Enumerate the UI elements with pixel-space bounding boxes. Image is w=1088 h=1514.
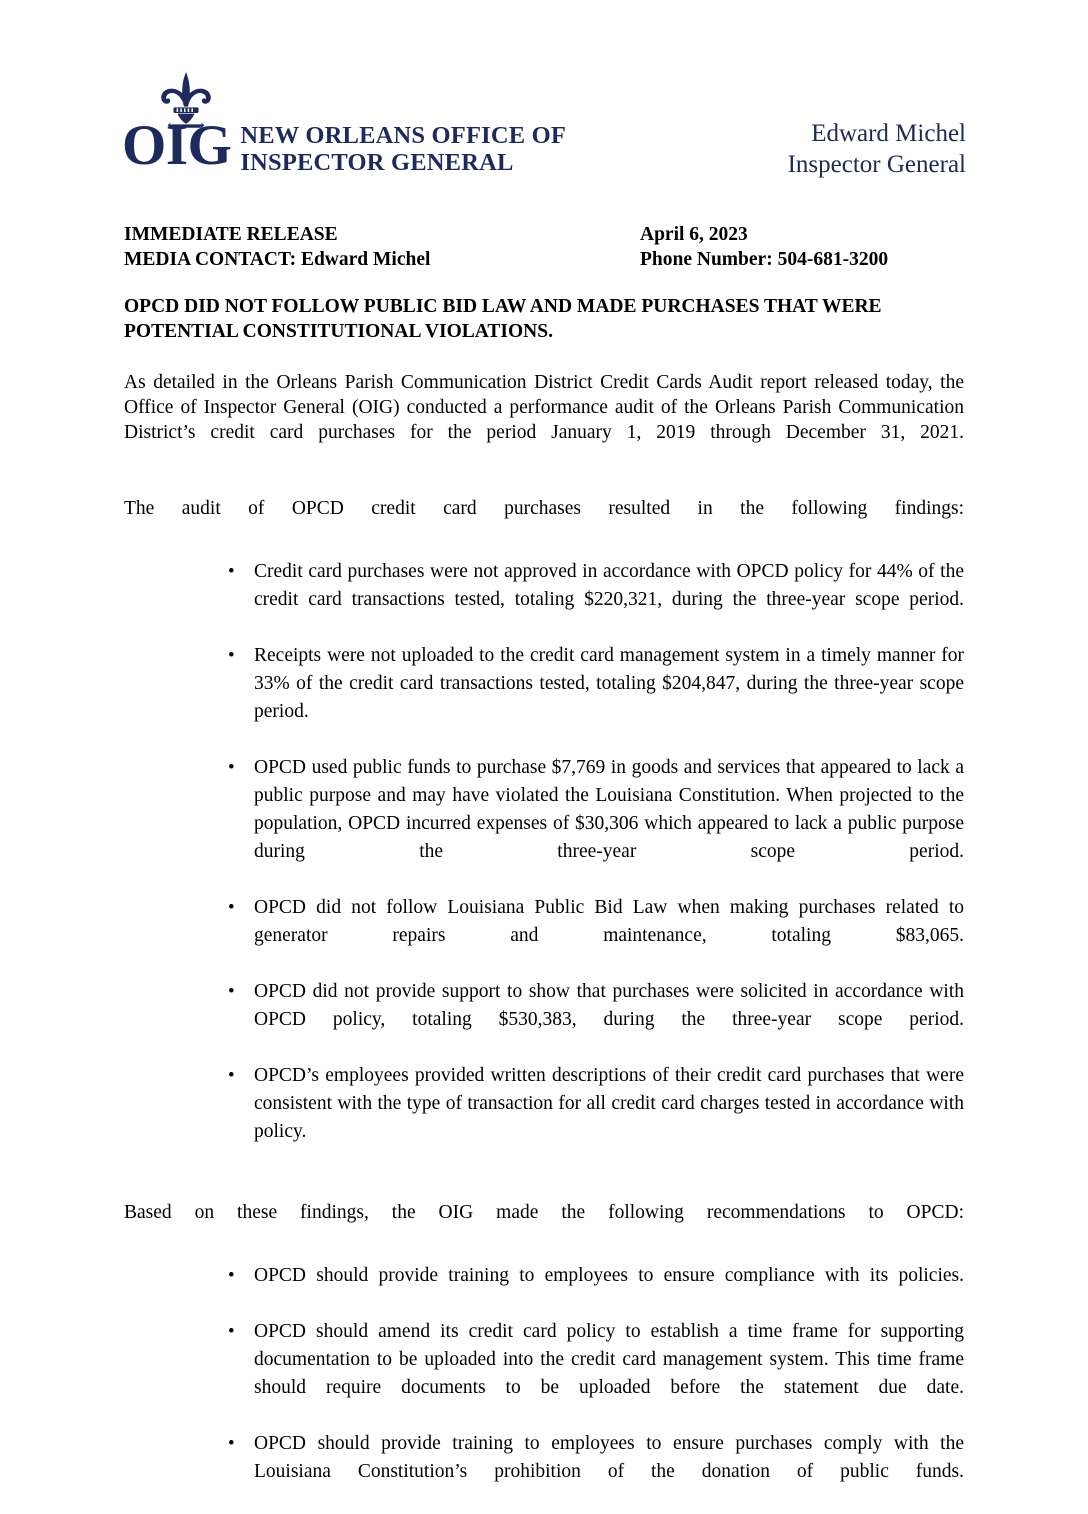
list-item <box>124 1262 964 1318</box>
list-item <box>124 1062 964 1174</box>
release-meta-row-2 <box>124 247 964 272</box>
finding-text: • Receipts were not uploaded to the credit card management system in a timely manner for 33% of the credit card transactions tested, totaling $204,847, during the three-year scope period. <box>254 645 964 722</box>
findings-list <box>124 558 964 1174</box>
list-item <box>124 558 964 642</box>
finding-text: • OPCD did not provide support to show that purchases were solicited in accordance with OPCD policy, totaling $530,383, during the three-year scope period. <box>254 981 964 1030</box>
release-date: April 6, 2023 <box>640 224 748 245</box>
release-label: IMMEDIATE RELEASE <box>124 224 338 245</box>
org-name-line-1: NEW ORLEANS OFFICE OF <box>240 122 567 149</box>
media-contact: MEDIA CONTACT: Edward Michel <box>124 249 431 270</box>
page-title: OPCD DID NOT FOLLOW PUBLIC BID LAW AND MADE PURCHASES THAT WERE POTENTIAL CONSTITUTIONAL VIOLATIONS. <box>124 296 882 342</box>
finding-text: • OPCD’s employees provided written descriptions of their credit card purchases that were consistent with the type of transaction for all credit card charges tested in accordance with policy. <box>254 1065 964 1142</box>
intro-paragraph: As detailed in the Orleans Parish Communication District Credit Cards Audit report released today, the Office of Inspector General (OIG) conducted a performance audit of the Orleans Parish Communication District’s credit card purchases for the period January 1, 2019 through December 31, 2021. <box>124 372 964 443</box>
document-body <box>124 222 964 1514</box>
list-item <box>124 642 964 754</box>
recommendation-text: • OPCD should amend its credit card policy to establish a time frame for supporting documentation to be uploaded into the credit card management system. This time frame should require documents to be uploaded before the statement due date. <box>254 1321 964 1398</box>
list-item <box>124 894 964 978</box>
official-signature-block <box>788 118 966 180</box>
finding-text: • OPCD did not follow Louisiana Public Bid Law when making purchases related to generator repairs and maintenance, totaling $83,065. <box>254 897 964 946</box>
list-item <box>124 1430 964 1514</box>
oig-monogram: OIG <box>122 114 232 177</box>
finding-text: • OPCD used public funds to purchase $7,769 in goods and services that appeared to lack a public purpose and may have violated the Louisiana Constitution. When projected to the population, OPCD incurred expenses of $30,306 which appeared to lack a public purpose during the three-year scope period. <box>254 757 964 862</box>
contact-phone: Phone Number: 504-681-3200 <box>640 249 889 270</box>
org-name <box>240 122 566 176</box>
recommendations-list <box>124 1262 964 1514</box>
list-item <box>124 754 964 894</box>
org-name-line-2: INSPECTOR GENERAL <box>240 149 514 176</box>
list-item <box>124 978 964 1062</box>
list-item <box>124 1318 964 1430</box>
release-meta <box>124 222 964 272</box>
letterhead <box>0 58 1088 188</box>
official-title: Inspector General <box>787 151 966 178</box>
recommendation-text: • OPCD should provide training to employees to ensure compliance with its policies. <box>254 1265 964 1286</box>
recommendations-intro: Based on these findings, the OIG made the following recommendations to OPCD: <box>124 1202 964 1223</box>
findings-intro: The audit of OPCD credit card purchases resulted in the following findings: <box>124 498 964 519</box>
official-name: Edward Michel <box>811 120 966 147</box>
logo-wordmark-row <box>122 114 567 177</box>
finding-text: • Credit card purchases were not approved in accordance with OPCD policy for 44% of the credit card transactions tested, totaling $220,321, during the three-year scope period. <box>254 561 964 610</box>
release-meta-row-1 <box>124 222 964 247</box>
recommendation-text: • OPCD should provide training to employees to ensure purchases comply with the Louisiana Constitution’s prohibition of the donation of public funds. <box>254 1433 964 1482</box>
